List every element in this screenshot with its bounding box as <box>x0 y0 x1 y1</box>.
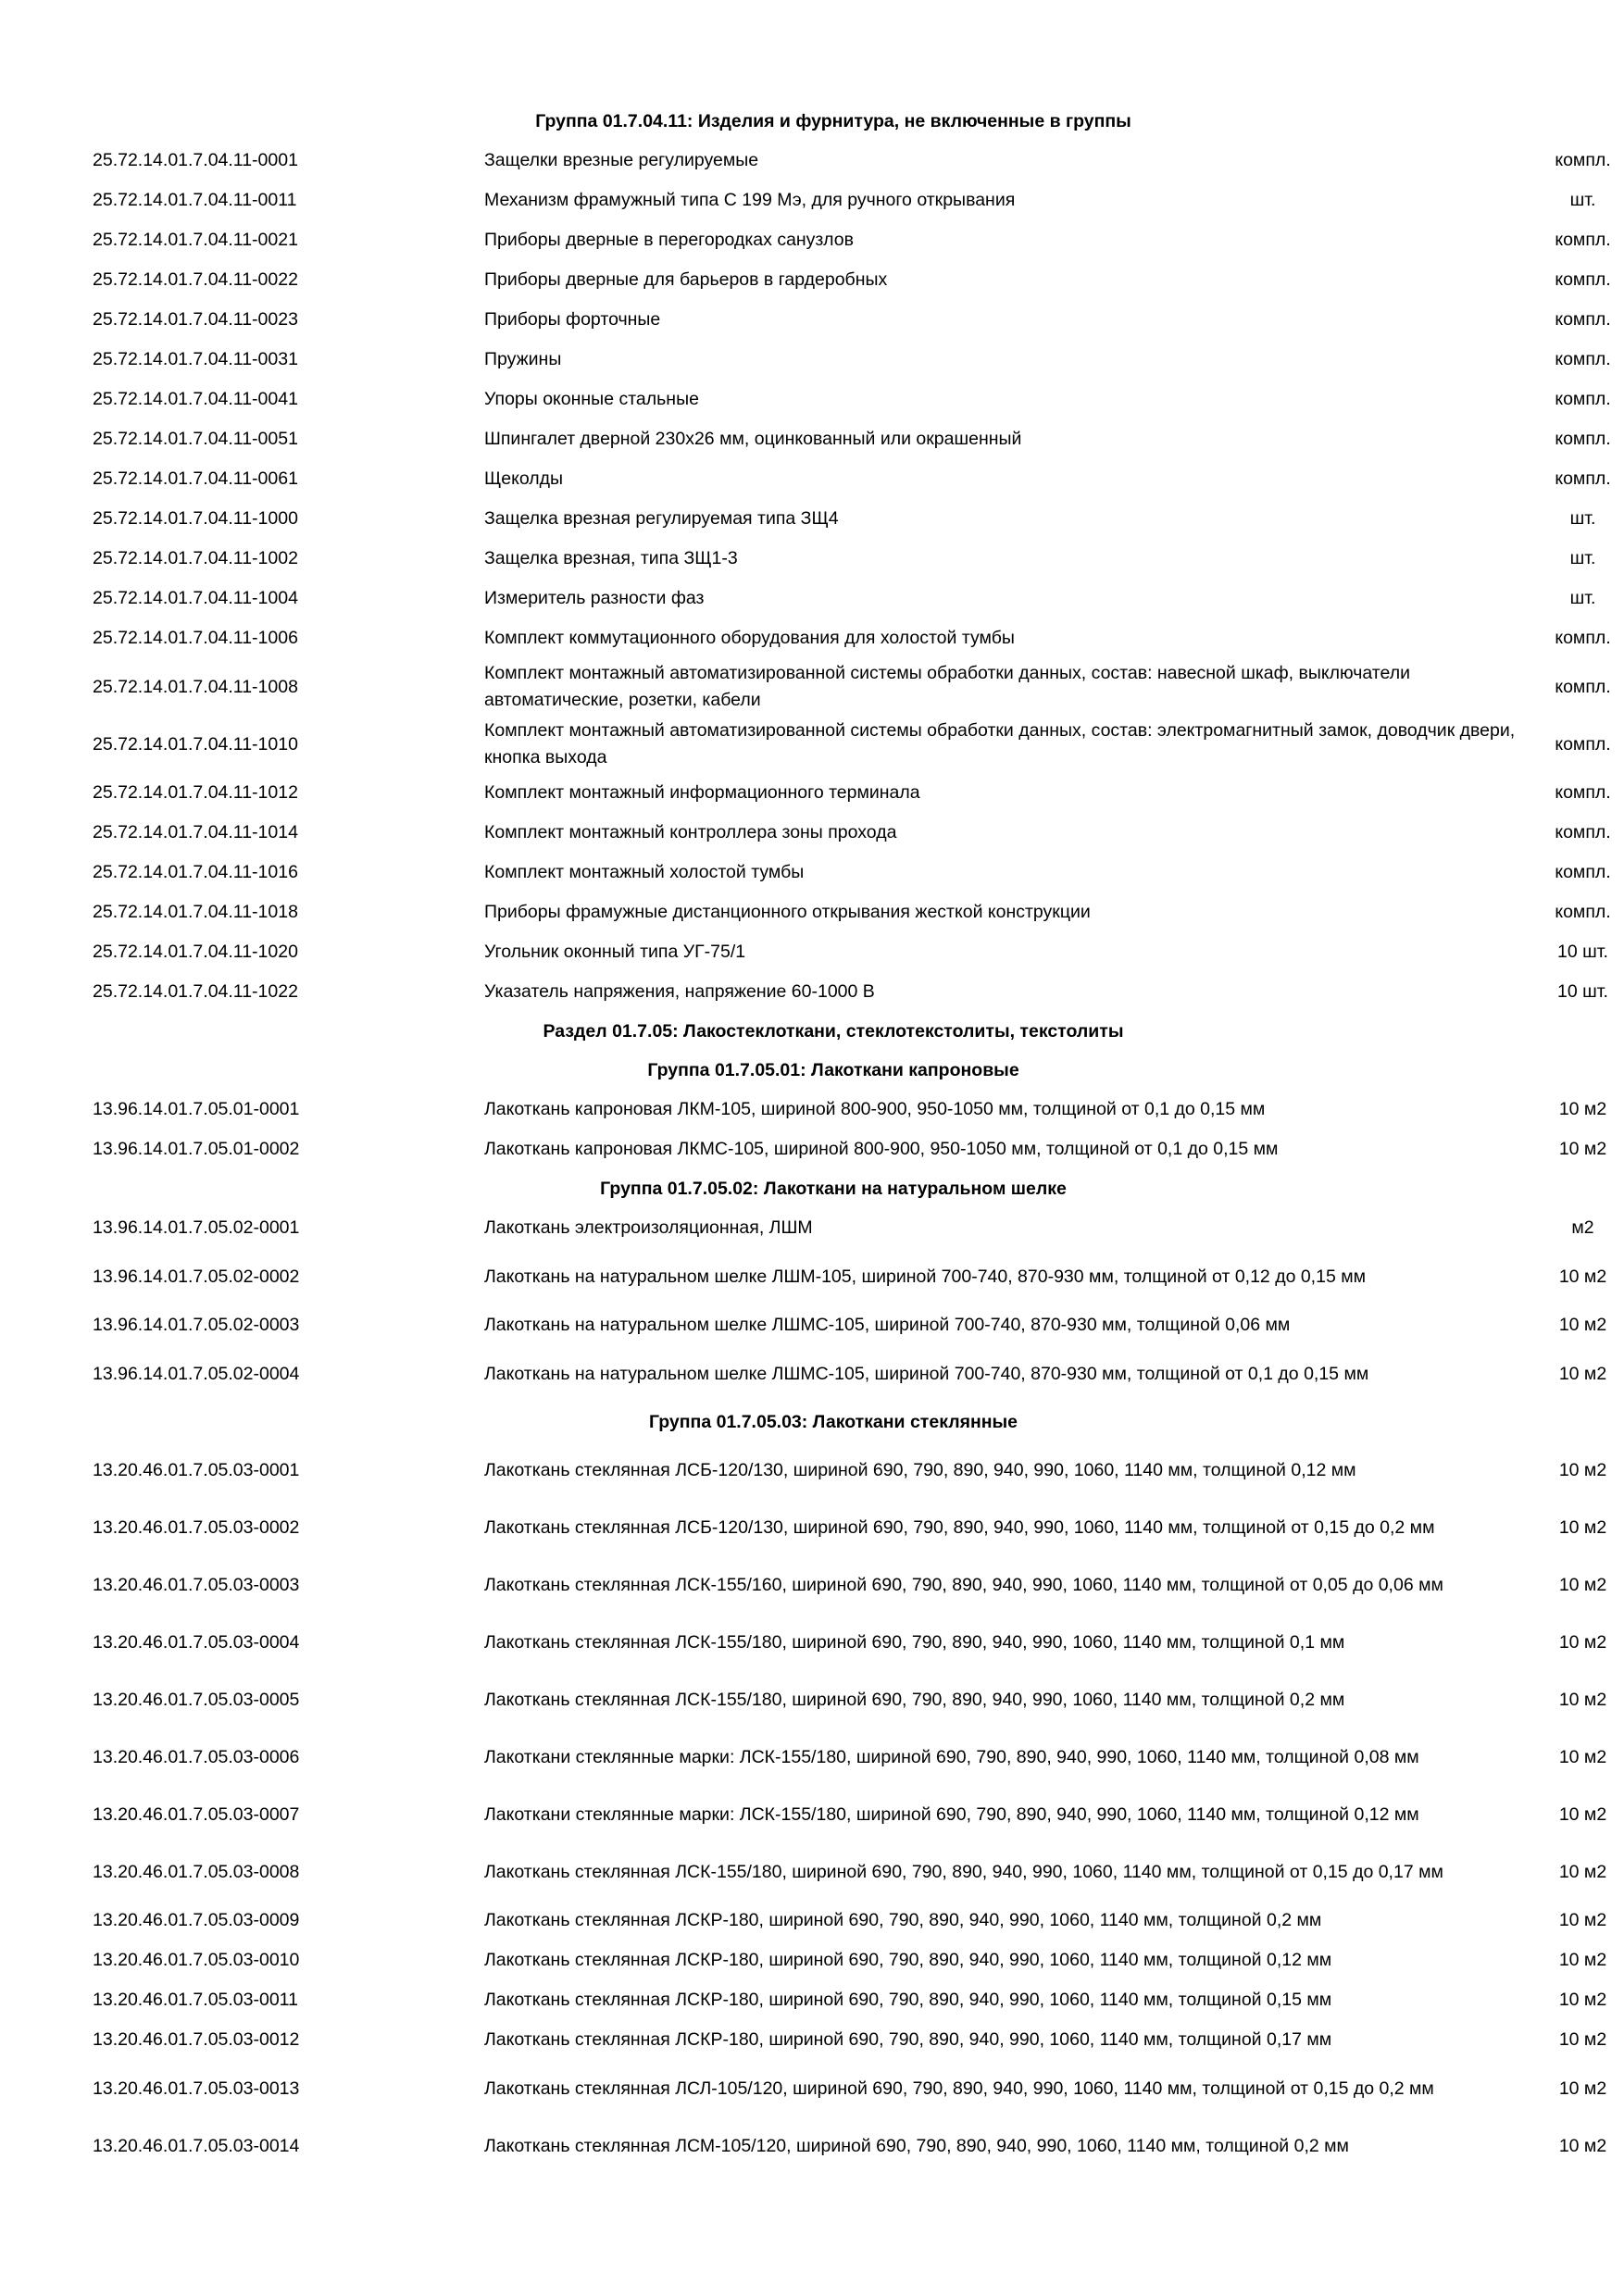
table-row <box>93 1129 1607 1169</box>
resource-code: 13.20.46.01.7.05.03-0001 <box>93 1459 300 1480</box>
resource-name: Лакоткани стеклянные марки: ЛСК-155/180, шириной 690, 790, 890, 940, 990, 1060, 1140 мм, толщиной 0,12 мм <box>484 1803 1419 1825</box>
resource-code: 25.72.14.01.7.04.11-1002 <box>93 548 298 568</box>
table-row <box>93 1208 1594 1248</box>
resource-code: 25.72.14.01.7.04.11-0011 <box>93 190 297 210</box>
resource-unit: 10 м2 <box>1558 2029 1607 2050</box>
table-row <box>93 1556 1607 1614</box>
resource-name: Лакоткань стеклянная ЛСМ-105/120, шириной 690, 790, 890, 940, 990, 1060, 1140 мм, толщиной 0,2 мм <box>484 2135 1349 2156</box>
resource-unit: компл. <box>1555 628 1611 648</box>
resource-name: Лакоткань стеклянная ЛСБ-120/130, шириной 690, 790, 890, 940, 990, 1060, 1140 мм, толщиной от 0,15 до 0,2 мм <box>484 1516 1435 1538</box>
section-header-text: Группа 01.7.05.03: Лакоткани стеклянные <box>648 1411 1018 1432</box>
resource-name: Комплект монтажный информационного терминала <box>484 782 920 803</box>
resource-name: Приборы дверные для барьеров в гардеробных <box>484 269 888 290</box>
resource-name: Лакоткань на натуральном шелке ЛШМ-105, шириной 700-740, 870-930 мм, толщиной от 0,12 до 0,15 мм <box>484 1266 1367 1287</box>
resource-name: Лакоткань стеклянная ЛСК-155/180, шириной 690, 790, 890, 940, 990, 1060, 1140 мм, толщиной 0,2 мм <box>484 1689 1345 1710</box>
resource-code: 13.20.46.01.7.05.03-0006 <box>93 1746 300 1767</box>
section-header-text: Группа 01.7.04.11: Изделия и фурнитура, не включенные в группы <box>535 110 1131 131</box>
table-row <box>93 260 1611 300</box>
table-row <box>93 419 1611 459</box>
resource-unit: компл. <box>1555 309 1611 330</box>
resource-unit: 10 м2 <box>1558 1315 1607 1335</box>
table-row <box>93 932 1608 972</box>
table-row <box>93 1441 1607 1499</box>
resource-code: 13.20.46.01.7.05.03-0012 <box>93 2029 300 2050</box>
resource-name: Лакоткань стеклянная ЛСЛ-105/120, шириной 690, 790, 890, 940, 990, 1060, 1140 мм, толщиной от 0,15 до 0,2 мм <box>484 2078 1434 2099</box>
section-header <box>93 1012 1574 1051</box>
table-row <box>93 300 1611 340</box>
resource-code: 25.72.14.01.7.04.11-1014 <box>93 822 298 842</box>
document-page <box>93 102 1611 2175</box>
resource-code: 13.20.46.01.7.05.03-0011 <box>93 1990 298 2010</box>
resource-unit: 10 м2 <box>1558 2135 1607 2156</box>
resource-unit: шт. <box>1569 190 1596 210</box>
section-header-text: Группа 01.7.05.02: Лакоткани на натуральном шелке <box>600 1178 1067 1199</box>
resource-unit: компл. <box>1555 468 1611 489</box>
resource-name: Комплект монтажный холостой тумбы <box>484 862 805 882</box>
table-row <box>93 1345 1607 1403</box>
resource-unit: компл. <box>1555 349 1611 369</box>
resource-code: 25.72.14.01.7.04.11-0001 <box>93 150 298 170</box>
resource-code: 13.96.14.01.7.05.02-0003 <box>93 1315 300 1335</box>
resource-unit: 10 м2 <box>1558 1689 1607 1710</box>
table-row <box>93 380 1611 419</box>
resource-name: Приборы фрамужные дистанционного открывания жесткой конструкции <box>484 902 1091 922</box>
table-row <box>93 1090 1607 1129</box>
resource-unit: 10 м2 <box>1558 1746 1607 1767</box>
resource-name: Шпингалет дверной 230х26 мм, оцинкованный или окрашенный <box>484 429 1022 449</box>
table-row <box>93 1786 1607 1843</box>
table-row <box>93 853 1611 892</box>
resource-unit: 10 м2 <box>1558 1099 1607 1119</box>
resource-unit: 10 шт. <box>1557 981 1608 1002</box>
resource-unit: шт. <box>1569 588 1596 608</box>
table-row <box>93 1671 1607 1728</box>
resource-name: Лакоткань стеклянная ЛСК-155/180, шириной 690, 790, 890, 940, 990, 1060, 1140 мм, толщиной 0,1 мм <box>484 1631 1345 1653</box>
resource-code: 13.96.14.01.7.05.02-0002 <box>93 1266 300 1287</box>
resource-code: 13.20.46.01.7.05.03-0010 <box>93 1950 300 1970</box>
table-row <box>93 716 1611 773</box>
section-header-text: Группа 01.7.05.01: Лакоткани капроновые <box>647 1059 1019 1080</box>
resource-unit: компл. <box>1555 733 1611 755</box>
resource-code: 25.72.14.01.7.04.11-0022 <box>93 269 298 290</box>
table-row <box>93 499 1596 539</box>
resource-unit: компл. <box>1555 676 1611 697</box>
table-row <box>93 459 1611 499</box>
resource-unit: 10 м2 <box>1558 1803 1607 1825</box>
resource-unit: 10 м2 <box>1558 1950 1607 1970</box>
table-row <box>93 618 1611 658</box>
resource-code: 13.96.14.01.7.05.01-0001 <box>93 1099 300 1119</box>
resource-code: 25.72.14.01.7.04.11-1016 <box>93 862 298 882</box>
resource-code: 13.20.46.01.7.05.03-0003 <box>93 1574 300 1595</box>
resource-unit: компл. <box>1555 902 1611 922</box>
resource-unit: компл. <box>1555 230 1611 250</box>
resource-name: Измеритель разности фаз <box>484 588 705 608</box>
resource-unit: 10 м2 <box>1558 1516 1607 1538</box>
resource-unit: шт. <box>1569 508 1596 529</box>
table-row <box>93 2117 1607 2175</box>
resource-unit: компл. <box>1555 782 1611 803</box>
resource-name: Лакоткани стеклянные марки: ЛСК-155/180, шириной 690, 790, 890, 940, 990, 1060, 1140 мм, толщиной 0,08 мм <box>484 1746 1419 1767</box>
resource-name: Щеколды <box>484 468 564 489</box>
resource-name: Приборы дверные в перегородках санузлов <box>484 230 854 250</box>
section-header <box>93 102 1574 141</box>
resource-code: 13.96.14.01.7.05.02-0001 <box>93 1217 300 1238</box>
resource-name: Лакоткань стеклянная ЛСБ-120/130, шириной 690, 790, 890, 940, 990, 1060, 1140 мм, толщиной 0,12 мм <box>484 1459 1356 1480</box>
resource-unit: компл. <box>1555 389 1611 409</box>
resource-unit: м2 <box>1571 1217 1594 1238</box>
resource-code: 13.20.46.01.7.05.03-0008 <box>93 1861 300 1882</box>
resource-name: Комплект монтажный автоматизированной системы обработки данных, состав: электромагнитный замок, доводчик двери, кнопка выхода <box>484 720 1516 767</box>
resource-name: Приборы форточные <box>484 309 661 330</box>
table-row <box>93 2060 1607 2117</box>
resource-name: Лакоткань на натуральном шелке ЛШМС-105, шириной 700-740, 870-930 мм, толщиной от 0,1 до 0,15 мм <box>484 1363 1369 1384</box>
resource-unit: 10 м2 <box>1558 1910 1607 1930</box>
resource-name: Угольник оконный типа УГ-75/1 <box>484 942 746 962</box>
resource-name: Защелка врезная регулируемая типа ЗЩ4 <box>484 508 839 529</box>
table-row <box>93 181 1596 220</box>
table-row <box>93 1728 1607 1786</box>
resource-unit: 10 м2 <box>1558 1990 1607 2010</box>
resource-unit: компл. <box>1555 429 1611 449</box>
resource-unit: 10 м2 <box>1558 1861 1607 1882</box>
resource-unit: 10 м2 <box>1558 1574 1607 1595</box>
resource-name: Лакоткань стеклянная ЛСКР-180, шириной 690, 790, 890, 940, 990, 1060, 1140 мм, толщиной 0,15 мм <box>484 1990 1332 2010</box>
resource-code: 13.96.14.01.7.05.01-0002 <box>93 1139 300 1159</box>
table-row <box>93 1940 1607 1980</box>
resource-name: Лакоткань стеклянная ЛСК-155/180, шириной 690, 790, 890, 940, 990, 1060, 1140 мм, толщиной от 0,15 до 0,17 мм <box>484 1861 1443 1882</box>
resource-code: 25.72.14.01.7.04.11-1010 <box>93 733 298 755</box>
table-row <box>93 1499 1607 1556</box>
resource-code: 25.72.14.01.7.04.11-0061 <box>93 468 298 489</box>
resource-name: Лакоткань на натуральном шелке ЛШМС-105, шириной 700-740, 870-930 мм, толщиной 0,06 мм <box>484 1315 1291 1335</box>
resource-code: 25.72.14.01.7.04.11-1008 <box>93 676 298 697</box>
resource-name: Пружины <box>484 349 562 369</box>
resource-unit: компл. <box>1555 150 1611 170</box>
resource-code: 25.72.14.01.7.04.11-1020 <box>93 942 298 962</box>
resource-code: 13.20.46.01.7.05.03-0004 <box>93 1631 300 1653</box>
table-row <box>93 1248 1607 1305</box>
resource-code: 25.72.14.01.7.04.11-1006 <box>93 628 298 648</box>
table-row <box>93 1614 1607 1671</box>
table-row <box>93 972 1608 1012</box>
resource-code: 13.20.46.01.7.05.03-0014 <box>93 2135 300 2156</box>
resource-name: Лакоткань стеклянная ЛСК-155/160, шириной 690, 790, 890, 940, 990, 1060, 1140 мм, толщиной от 0,05 до 0,06 мм <box>484 1574 1443 1595</box>
resource-name: Лакоткань электроизоляционная, ЛШМ <box>484 1217 813 1238</box>
section-header-text: Раздел 01.7.05: Лакостеклоткани, стеклотекстолиты, текстолиты <box>543 1020 1124 1042</box>
resource-code: 25.72.14.01.7.04.11-1000 <box>93 508 298 529</box>
resource-unit: 10 м2 <box>1558 1459 1607 1480</box>
resource-code: 25.72.14.01.7.04.11-1004 <box>93 588 298 608</box>
table-row <box>93 220 1611 260</box>
resource-name: Упоры оконные стальные <box>484 389 699 409</box>
section-header <box>93 1403 1574 1441</box>
table-row <box>93 773 1611 813</box>
resource-code: 25.72.14.01.7.04.11-0041 <box>93 389 298 409</box>
resource-code: 25.72.14.01.7.04.11-0031 <box>93 349 298 369</box>
resource-name: Комплект коммутационного оборудования для холостой тумбы <box>484 628 1015 648</box>
resource-code: 13.20.46.01.7.05.03-0013 <box>93 2078 300 2099</box>
resource-unit: компл. <box>1555 862 1611 882</box>
table-row <box>93 579 1596 618</box>
resource-name: Лакоткань стеклянная ЛСКР-180, шириной 690, 790, 890, 940, 990, 1060, 1140 мм, толщиной 0,17 мм <box>484 2029 1332 2050</box>
resource-unit: 10 м2 <box>1558 1266 1607 1287</box>
table-row <box>93 141 1611 181</box>
resource-name: Лакоткань капроновая ЛКМС-105, шириной 800-900, 950-1050 мм, толщиной от 0,1 до 0,15 мм <box>484 1139 1279 1159</box>
table-row <box>93 1305 1607 1345</box>
resource-code: 25.72.14.01.7.04.11-1018 <box>93 902 298 922</box>
resource-code: 25.72.14.01.7.04.11-1022 <box>93 981 298 1002</box>
resource-code: 25.72.14.01.7.04.11-1012 <box>93 782 298 803</box>
table-row <box>93 539 1596 579</box>
resource-code: 25.72.14.01.7.04.11-0051 <box>93 429 298 449</box>
resource-name: Защелки врезные регулируемые <box>484 150 759 170</box>
resource-code: 13.20.46.01.7.05.03-0005 <box>93 1689 300 1710</box>
resource-name: Механизм фрамужный типа С 199 Мэ, для ручного открывания <box>484 190 1016 210</box>
section-header <box>93 1051 1574 1090</box>
resource-name: Указатель напряжения, напряжение 60-1000 В <box>484 981 875 1002</box>
table-row <box>93 892 1611 932</box>
resource-name: Комплект монтажный контроллера зоны прохода <box>484 822 897 842</box>
table-row <box>93 1843 1607 1901</box>
table-row <box>93 813 1611 853</box>
resource-unit: 10 м2 <box>1558 1139 1607 1159</box>
resource-code: 13.20.46.01.7.05.03-0002 <box>93 1516 300 1538</box>
table-row <box>93 1980 1607 2020</box>
resource-code: 13.96.14.01.7.05.02-0004 <box>93 1363 300 1384</box>
resource-code: 25.72.14.01.7.04.11-0023 <box>93 309 298 330</box>
table-row <box>93 340 1611 380</box>
resource-name: Комплект монтажный автоматизированной системы обработки данных, состав: навесной шкаф, выключатели автоматические, розетки, кабели <box>484 663 1410 710</box>
resource-code: 13.20.46.01.7.05.03-0007 <box>93 1803 300 1825</box>
table-row <box>93 658 1611 716</box>
resource-code: 13.20.46.01.7.05.03-0009 <box>93 1910 300 1930</box>
resource-unit: 10 м2 <box>1558 2078 1607 2099</box>
resource-code: 25.72.14.01.7.04.11-0021 <box>93 230 298 250</box>
resource-unit: компл. <box>1555 822 1611 842</box>
resource-unit: 10 м2 <box>1558 1631 1607 1653</box>
resource-name: Защелка врезная, типа ЗЩ1-3 <box>484 548 738 568</box>
resource-unit: компл. <box>1555 269 1611 290</box>
table-row <box>93 1901 1607 1940</box>
resource-unit: шт. <box>1569 548 1596 568</box>
section-header <box>93 1169 1574 1208</box>
resource-name: Лакоткань стеклянная ЛСКР-180, шириной 690, 790, 890, 940, 990, 1060, 1140 мм, толщиной 0,12 мм <box>484 1950 1332 1970</box>
table-row <box>93 2020 1607 2060</box>
resource-name: Лакоткань стеклянная ЛСКР-180, шириной 690, 790, 890, 940, 990, 1060, 1140 мм, толщиной 0,2 мм <box>484 1910 1322 1930</box>
resource-name: Лакоткань капроновая ЛКМ-105, шириной 800-900, 950-1050 мм, толщиной от 0,1 до 0,15 мм <box>484 1099 1266 1119</box>
resource-unit: 10 м2 <box>1558 1363 1607 1384</box>
resource-unit: 10 шт. <box>1557 942 1608 962</box>
